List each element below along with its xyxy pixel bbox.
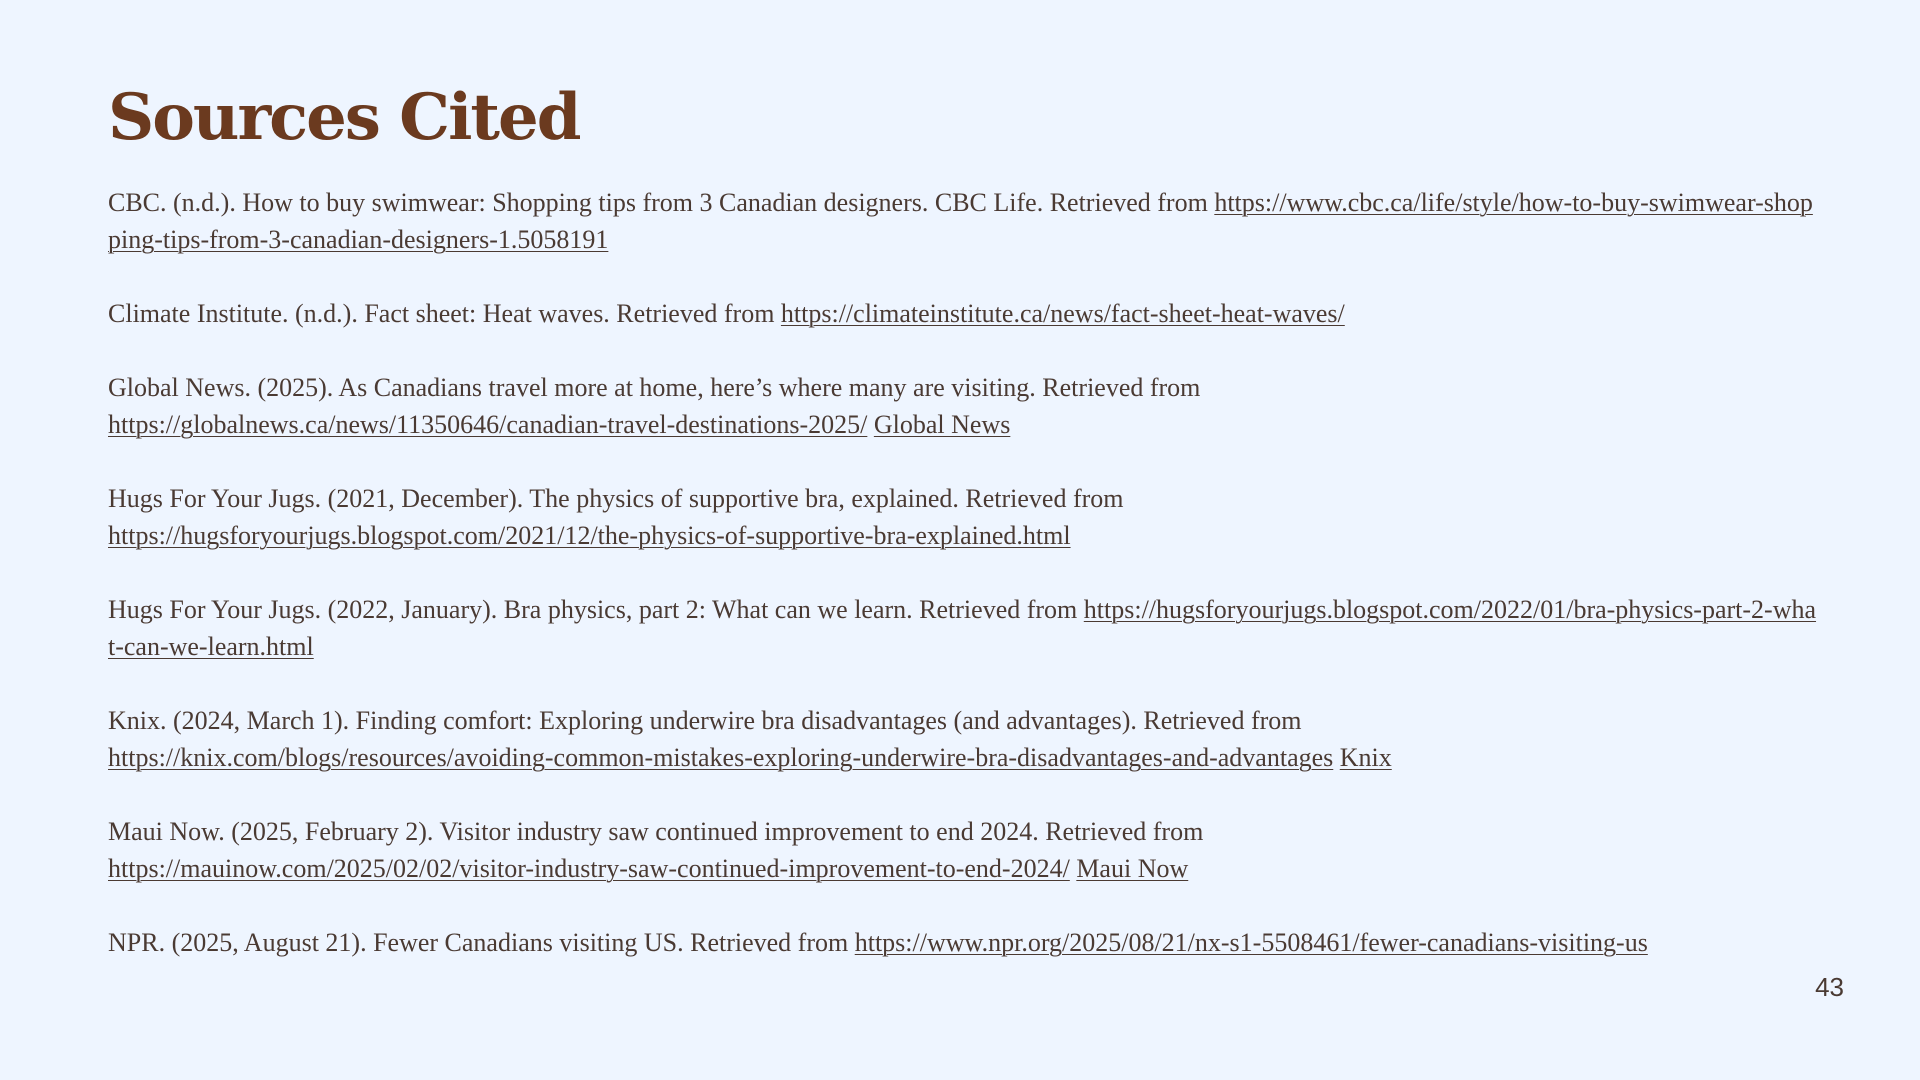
reference-link[interactable]: https://hugsforyourjugs.blogspot.com/2021/12/the-physics-of-supportive-bra-explained.html [108,521,1071,550]
reference-link[interactable]: https://www.npr.org/2025/08/21/nx-s1-5508461/fewer-canadians-visiting-us [854,928,1648,957]
reference-source-link[interactable]: Knix [1339,743,1392,772]
reference-item [108,480,1820,554]
reference-item [108,591,1820,665]
reference-item [108,924,1820,961]
reference-link[interactable]: https://hugsforyourjugs.blogspot.com/2022/01/bra-physics-part-2-what-can-we-learn.html [108,595,1817,661]
reference-text: Hugs For Your Jugs. (2021, December). The physics of supportive bra, explained. Retrieved from [108,484,1124,513]
reference-source-link[interactable]: Global News [873,410,1011,439]
reference-list [108,184,1820,998]
reference-item [108,813,1820,887]
reference-link[interactable]: https://www.cbc.ca/life/style/how-to-buy-swimwear-shopping-tips-from-3-canadian-designers-1.5058191 [108,188,1813,254]
reference-text: NPR. (2025, August 21). Fewer Canadians visiting US. Retrieved from [108,928,849,957]
reference-item [108,702,1820,776]
reference-link[interactable]: https://globalnews.ca/news/11350646/canadian-travel-destinations-2025/ [108,410,868,439]
page-number: 43 [1815,972,1844,1002]
reference-text: Maui Now. (2025, February 2). Visitor industry saw continued improvement to end 2024. Retrieved from [108,817,1204,846]
slide-title: Sources Cited [108,80,580,155]
reference-text: Knix. (2024, March 1). Finding comfort: Exploring underwire bra disadvantages (and advantages). Retrieved from [108,706,1302,735]
reference-text: Hugs For Your Jugs. (2022, January). Bra physics, part 2: What can we learn. Retrieved from [108,595,1078,624]
reference-text: CBC. (n.d.). How to buy swimwear: Shopping tips from 3 Canadian designers. CBC Life. Retrieved from [108,188,1208,217]
reference-item [108,369,1820,443]
reference-link[interactable]: https://knix.com/blogs/resources/avoiding-common-mistakes-exploring-underwire-bra-disadvantages-and-advantages [108,743,1334,772]
reference-text: Global News. (2025). As Canadians travel more at home, here’s where many are visiting. Retrieved from [108,373,1201,402]
reference-item [108,295,1820,332]
reference-source-link[interactable]: Maui Now [1076,854,1189,883]
reference-text: Climate Institute. (n.d.). Fact sheet: Heat waves. Retrieved from [108,299,775,328]
reference-link[interactable]: https://mauinow.com/2025/02/02/visitor-industry-saw-continued-improvement-to-end-2024/ [108,854,1070,883]
reference-link[interactable]: https://climateinstitute.ca/news/fact-sheet-heat-waves/ [780,299,1345,328]
reference-item [108,184,1820,258]
